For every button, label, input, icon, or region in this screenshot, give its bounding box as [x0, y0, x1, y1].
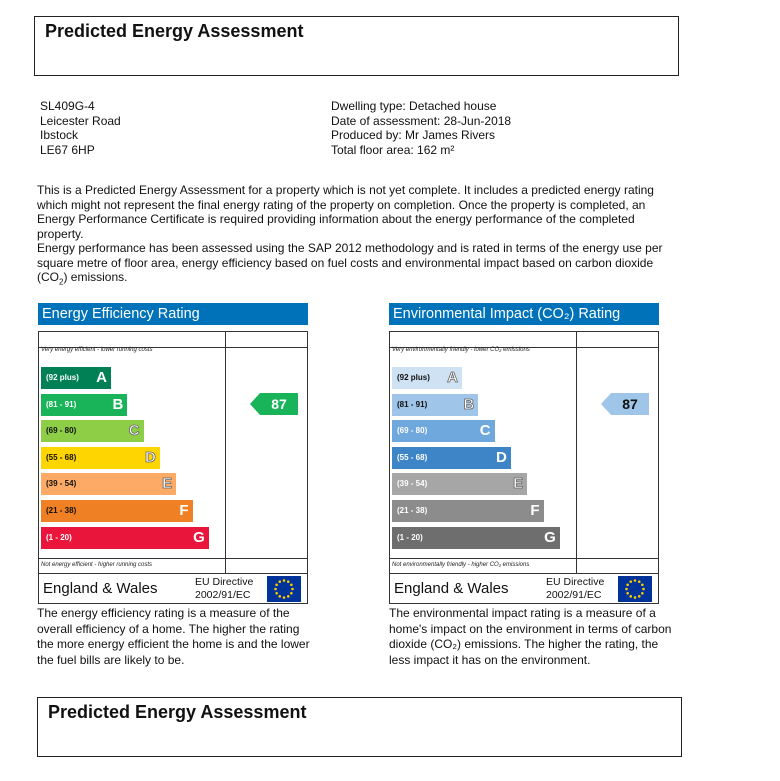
chart-header: Environmental Impact (CO₂) Rating — [389, 303, 659, 325]
current-rating-arrow — [250, 393, 298, 415]
eu-star — [634, 579, 637, 582]
address-line3: Ibstock — [40, 128, 79, 142]
eu-directive-line2: 2002/91/EC — [195, 589, 251, 601]
rating-band-g — [41, 527, 209, 549]
eu-star — [287, 580, 290, 583]
rating-band-a — [392, 367, 462, 389]
bottom-page-title: Predicted Energy Assessment — [48, 702, 307, 722]
chart-footer — [389, 574, 659, 604]
current-rating-arrow — [601, 393, 649, 415]
environmental-description: The environmental impact rating is a measure of a home's impact on the environment in terms of carbon dioxide (CO₂) emissions. The higher the rating, the less impact it has on the environment. — [389, 606, 672, 667]
intro-paragraph: This is a Predicted Energy Assessment for a property which is not yet complete. It includes a predicted energy rating which might not represent the final energy rating of the property on completion. Once the property is completed, an Energy Performance Certificate is required providing information about the energy performance of the completed property. — [37, 183, 654, 241]
region-label: England & Wales — [394, 580, 509, 597]
environmental-impact-chart — [389, 303, 659, 603]
address-postcode: LE67 6HP — [40, 142, 95, 157]
rating-band-e — [392, 473, 527, 495]
region-label: England & Wales — [43, 580, 158, 597]
band-range: (81 - 91) — [397, 399, 428, 409]
title-box — [34, 16, 679, 76]
dwelling-type: Dwelling type: Detached house — [331, 99, 497, 113]
eu-star — [283, 579, 286, 582]
band-range: (92 plus) — [46, 373, 79, 382]
rating-band-f — [392, 500, 544, 522]
eu-directive-line1: EU Directive — [546, 576, 605, 588]
eu-star — [629, 595, 632, 598]
methodology-paragraph — [37, 241, 677, 290]
co2-subscript: 2 — [59, 277, 64, 287]
band-letter: B — [112, 395, 124, 413]
bottom-title-box — [37, 697, 682, 757]
produced-by: Produced by: Mr James Rivers — [331, 128, 496, 142]
band-letter: C — [479, 422, 491, 440]
eu-star — [274, 588, 277, 591]
top-caption: Very environmentally friendly - lower CO₂ emissions — [392, 347, 530, 353]
band-letter: B — [463, 395, 475, 413]
eu-star — [629, 580, 632, 583]
eu-directive — [195, 576, 253, 602]
band-letter: C — [128, 422, 140, 440]
band-letter: A — [96, 369, 107, 386]
band-range: (39 - 54) — [397, 479, 428, 489]
rating-band-c — [392, 420, 495, 442]
eu-star — [625, 588, 628, 591]
chart-footer — [38, 574, 308, 604]
band-letter: D — [145, 448, 156, 466]
band-letter: D — [496, 448, 507, 466]
eu-star — [290, 583, 293, 586]
methodology-text-end: ) emissions. — [63, 270, 128, 284]
band-range: (55 - 68) — [46, 452, 77, 462]
eu-star — [275, 592, 278, 595]
eu-flag-icon — [618, 576, 652, 602]
rating-band-d — [41, 447, 160, 469]
chart-header: Energy Efficiency Rating — [38, 303, 308, 325]
details-block — [331, 99, 511, 157]
address-block — [40, 99, 121, 157]
total-floor-area: Total floor area: 162 m² — [331, 142, 455, 157]
band-letter: A — [447, 369, 458, 386]
eu-star — [290, 592, 293, 595]
eu-star — [638, 580, 641, 583]
chart-divider — [576, 331, 577, 574]
eu-star — [641, 592, 644, 595]
efficiency-description: The energy efficiency rating is a measure of the overall efficiency of a home. The higher the rating the more energy efficient the home is and the lower the fuel bills are likely to be. — [37, 606, 310, 667]
eu-star — [642, 588, 645, 591]
band-range: (69 - 80) — [46, 426, 77, 436]
eu-star — [641, 583, 644, 586]
band-letter: E — [162, 475, 173, 493]
eu-star — [278, 580, 281, 583]
rating-band-e — [41, 473, 176, 495]
band-letter: G — [193, 528, 205, 546]
eu-star — [275, 583, 278, 586]
eu-flag-icon — [267, 576, 301, 602]
rating-band-f — [41, 500, 193, 522]
rating-band-b — [41, 394, 127, 416]
rating-band-d — [392, 447, 511, 469]
rating-band-g — [392, 527, 560, 549]
eu-directive-line2: 2002/91/EC — [546, 589, 602, 601]
band-range: (1 - 20) — [46, 532, 72, 542]
band-letter: F — [530, 502, 540, 519]
rating-band-c — [41, 420, 144, 442]
eu-directive-line1: EU Directive — [195, 576, 254, 588]
address-line1: SL409G-4 — [40, 99, 95, 113]
chart-divider — [225, 331, 226, 574]
energy-efficiency-chart — [38, 303, 308, 603]
eu-star — [278, 595, 281, 598]
rating-band-b — [392, 394, 478, 416]
band-range: (21 - 38) — [397, 506, 428, 515]
band-range: (92 plus) — [397, 373, 430, 382]
chart-rule — [38, 558, 308, 559]
eu-star — [638, 595, 641, 598]
band-range: (81 - 91) — [46, 399, 77, 409]
band-range: (39 - 54) — [46, 479, 77, 489]
bottom-caption: Not environmentally friendly - higher CO₂ emissions — [392, 562, 530, 568]
band-letter: G — [544, 528, 556, 546]
eu-star — [291, 588, 294, 591]
rating-band-a — [41, 367, 111, 389]
band-letter: F — [179, 502, 189, 519]
page-title: Predicted Energy Assessment — [45, 21, 304, 41]
band-range: (21 - 38) — [46, 506, 77, 515]
rating-value: 87 — [622, 396, 638, 412]
eu-star — [626, 583, 629, 586]
band-letter: E — [513, 475, 524, 493]
eu-star — [626, 592, 629, 595]
address-line2: Leicester Road — [40, 113, 121, 128]
eu-star — [634, 596, 637, 599]
eu-directive — [546, 576, 604, 602]
eu-star — [283, 596, 286, 599]
top-caption: Very energy efficient - lower running costs — [41, 347, 153, 353]
band-range: (69 - 80) — [397, 426, 428, 436]
band-range: (55 - 68) — [397, 452, 428, 462]
chart-rule — [389, 558, 659, 559]
eu-star — [287, 595, 290, 598]
bottom-caption: Not energy efficient - higher running costs — [41, 562, 153, 568]
assessment-date: Date of assessment: 28-Jun-2018 — [331, 113, 512, 128]
methodology-text: Energy performance has been assessed using the SAP 2012 methodology and is rated in terms of the energy use per square metre of floor area, energy efficiency based on fuel costs and environmental impact based on carbon dioxide (CO — [37, 241, 663, 284]
band-range: (1 - 20) — [397, 532, 423, 542]
rating-value: 87 — [271, 396, 287, 412]
